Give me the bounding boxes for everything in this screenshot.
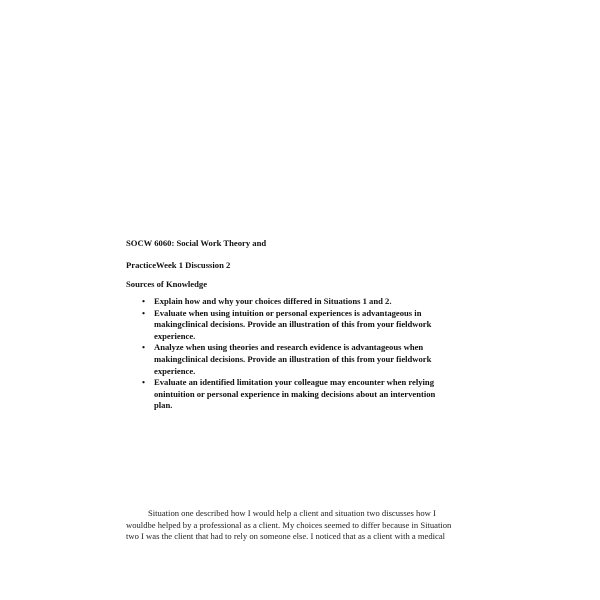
prompt-bullet-list xyxy=(126,296,486,412)
paragraph-line: Situation one described how I would help a client and situation two discusses how I xyxy=(148,508,436,518)
paragraph-line: wouldbe helped by a professional as a client. My choices seemed to differ because in Situation xyxy=(126,519,452,530)
section-title: Sources of Knowledge xyxy=(126,279,208,289)
bullet-item xyxy=(126,308,454,343)
bullet-icon: • xyxy=(142,377,146,388)
bullet-item xyxy=(126,296,454,308)
bullet-line: Evaluate an identified limitation your colleague may encounter when relying xyxy=(154,377,435,388)
paragraph-line: two I was the client that had to rely on someone else. I noticed that as a client with a medical xyxy=(126,531,446,542)
response-paragraph xyxy=(126,508,476,543)
bullet-item xyxy=(126,342,454,377)
course-title: SOCW 6060: Social Work Theory and xyxy=(126,238,267,248)
bullet-line: experience. xyxy=(154,330,196,341)
bullet-icon: • xyxy=(142,296,146,306)
bullet-item xyxy=(126,377,454,412)
bullet-line: onintuition or personal experience in making decisions about an intervention xyxy=(154,388,436,399)
week-discussion-title: PracticeWeek 1 Discussion 2 xyxy=(126,260,231,270)
bullet-line: makingclinical decisions. Provide an illustration of this from your fieldwork xyxy=(154,319,432,330)
bullet-icon: • xyxy=(142,342,146,353)
bullet-line: Explain how and why your choices differed in Situations 1 and 2. xyxy=(154,296,392,306)
bullet-line: experience. xyxy=(154,365,196,376)
bullet-line: makingclinical decisions. Provide an illustration of this from your fieldwork xyxy=(154,353,432,364)
bullet-line: plan. xyxy=(154,400,173,411)
bullet-line: Analyze when using theories and research evidence is advantageous when xyxy=(154,342,424,353)
bullet-line: Evaluate when using intuition or personal experiences is advantageous in xyxy=(154,307,422,318)
bullet-icon: • xyxy=(142,307,146,318)
